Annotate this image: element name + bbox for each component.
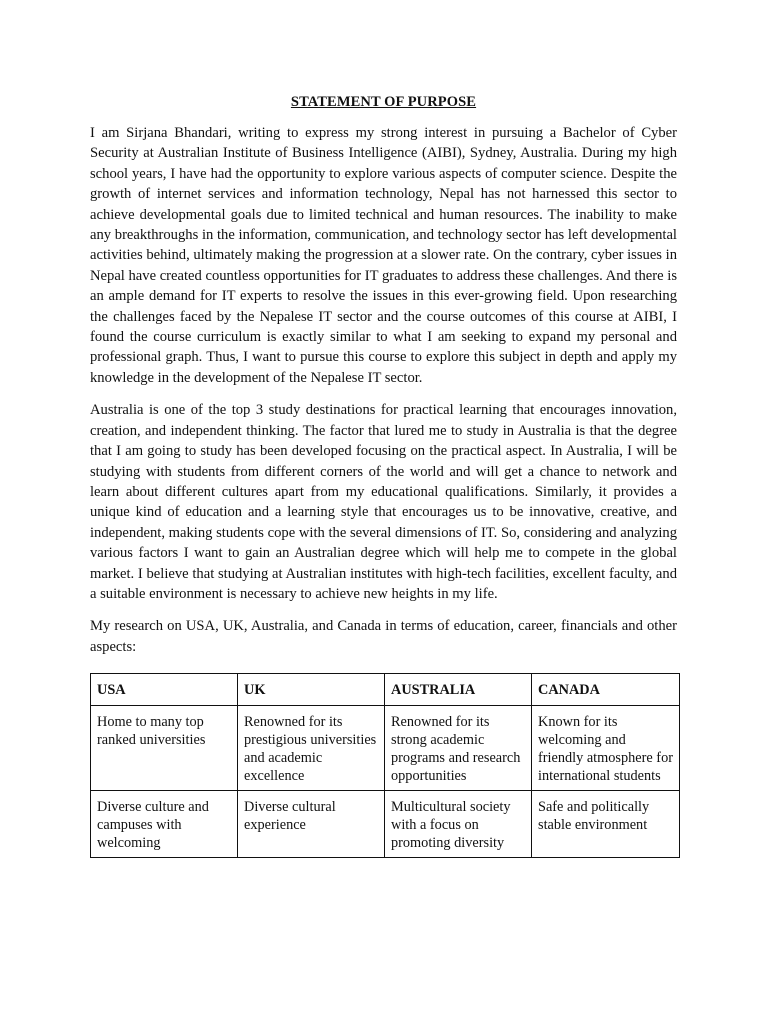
table-cell: Renowned for its strong academic programs and research opportunities	[385, 706, 532, 791]
table-row	[91, 706, 680, 791]
table-cell: Renowned for its prestigious universities and academic excellence	[238, 706, 385, 791]
table-cell: Known for its welcoming and friendly atmosphere for international students	[532, 706, 680, 791]
table-header-row	[91, 674, 680, 706]
paragraph-introduction: I am Sirjana Bhandari, writing to express my strong interest in pursuing a Bachelor of Cyber Security at Australian Institute of Business Intelligence (AIBI), Sydney, Australia. During my high school years, I have had the opportunity to explore various aspects of computer science. Despite the growth of internet services and information technology, Nepal has not harnessed this sector to achieve developmental goals due to limited technical and human resources. The inability to make any breakthroughs in the information, communication, and technology sector has left developmental activities behind, ultimately making the progression at a slower rate. On the contrary, cyber issues in Nepal have created countless opportunities for IT graduates to address these challenges. And there is an ample demand for IT experts to resolve the issues in this ever-growing field. Upon researching the challenges faced by the Nepalese IT sector and the course outcomes of this course at AIBI, I found the course curriculum is exactly similar to what I am seeking to expand my personal and professional graph. Thus, I want to pursue this course to explore this subject in depth and apply my knowledge in the development of the Nepalese IT sector.	[90, 125, 677, 386]
header-usa: USA	[91, 674, 238, 706]
header-australia: AUSTRALIA	[385, 674, 532, 706]
table-cell: Diverse cultural experience	[238, 791, 385, 858]
table-cell: Diverse culture and campuses with welcoming	[91, 791, 238, 858]
table-cell: Safe and politically stable environment	[532, 791, 680, 858]
header-canada: CANADA	[532, 674, 680, 706]
header-uk: UK	[238, 674, 385, 706]
table-cell: Home to many top ranked universities	[91, 706, 238, 791]
country-comparison-table	[90, 673, 680, 858]
table-cell: Multicultural society with a focus on promoting diversity	[385, 791, 532, 858]
document-title: STATEMENT OF PURPOSE	[290, 94, 477, 110]
paragraph-research-intro: My research on USA, UK, Australia, and Canada in terms of education, career, financials and other aspects:	[90, 618, 677, 655]
paragraph-australia: Australia is one of the top 3 study destinations for practical learning that encourages innovation, creation, and independent thinking. The factor that lured me to study in Australia is that the degree that I am going to study has been developed focusing on the practical aspect. In Australia, I will be studying with students from different corners of the world and will get a chance to network and learn about different cultures apart from my educational qualifications. Similarly, it provides a unique kind of education and a learning style that encourages us to be innovative, creative, and independent, making students cope with the several dimensions of IT. So, considering and analyzing various factors I want to gain an Australian degree which will help me to compete in the global market. I believe that studying at Australian institutes with high-tech facilities, excellent faculty, and a suitable environment is necessary to achieve new heights in my life.	[90, 402, 677, 602]
table-row	[91, 791, 680, 858]
document-page	[90, 92, 677, 858]
